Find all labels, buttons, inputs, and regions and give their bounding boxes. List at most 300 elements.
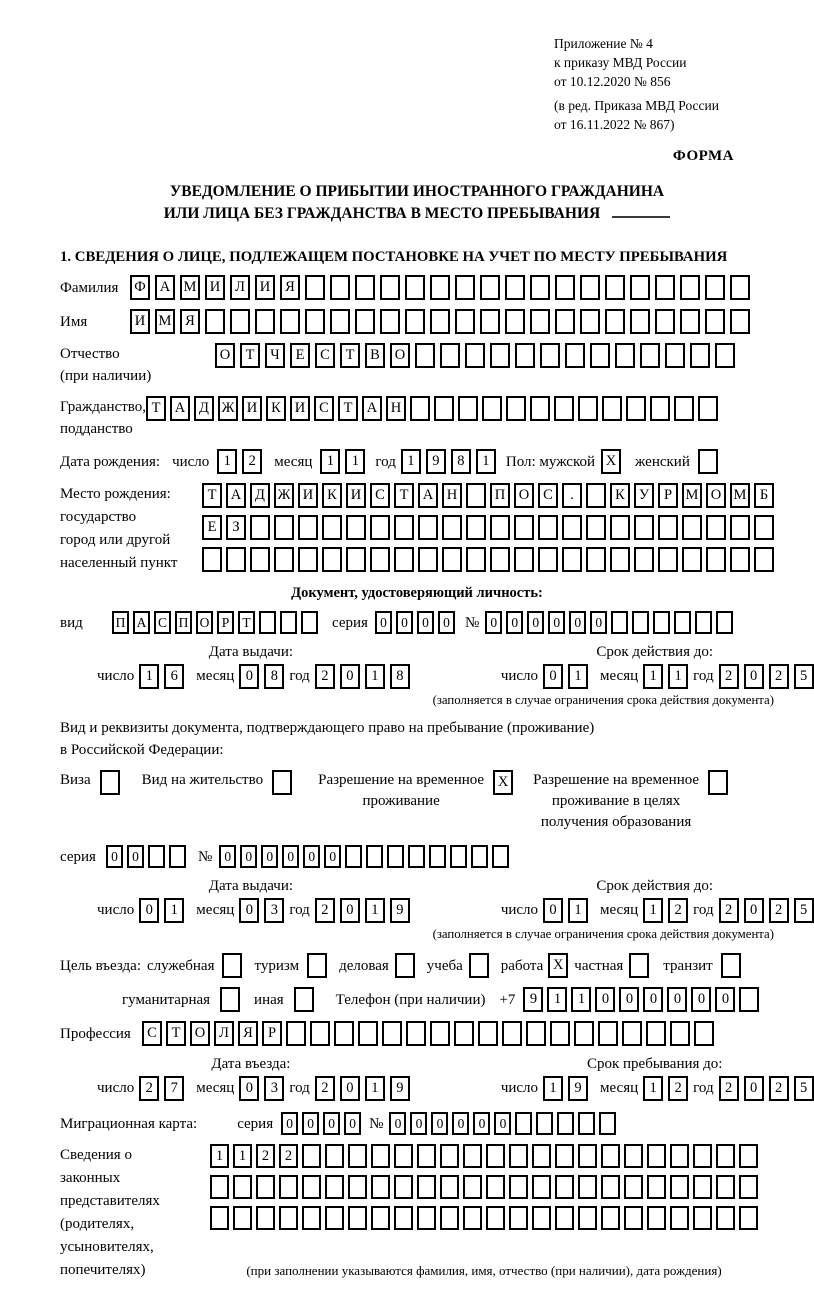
cell[interactable]: 2 xyxy=(139,1076,159,1101)
cell[interactable]: X xyxy=(493,770,513,795)
cell[interactable] xyxy=(670,1206,689,1230)
cell[interactable] xyxy=(302,1144,321,1168)
cell[interactable] xyxy=(210,1206,229,1230)
cell[interactable] xyxy=(690,343,710,368)
cell[interactable] xyxy=(325,1144,344,1168)
cell[interactable]: Р xyxy=(217,611,234,634)
cell[interactable]: 8 xyxy=(264,664,284,689)
cell[interactable] xyxy=(526,1021,546,1046)
cell[interactable] xyxy=(646,1021,666,1046)
cell[interactable]: 2 xyxy=(256,1144,275,1168)
cell[interactable] xyxy=(530,396,550,421)
cell[interactable] xyxy=(301,611,318,634)
cell[interactable]: 0 xyxy=(261,845,278,868)
cell[interactable] xyxy=(417,1206,436,1230)
cell[interactable] xyxy=(665,343,685,368)
cell[interactable] xyxy=(578,1206,597,1230)
cell[interactable] xyxy=(430,275,450,300)
cell[interactable] xyxy=(505,309,525,334)
cell[interactable] xyxy=(348,1144,367,1168)
cell[interactable] xyxy=(387,845,404,868)
cell[interactable] xyxy=(355,275,375,300)
cell[interactable] xyxy=(632,611,649,634)
cell[interactable]: Р xyxy=(658,483,678,508)
cell[interactable] xyxy=(680,309,700,334)
cell[interactable] xyxy=(380,309,400,334)
cell[interactable] xyxy=(602,396,622,421)
cell[interactable] xyxy=(405,275,425,300)
cell[interactable] xyxy=(466,483,486,508)
cell[interactable] xyxy=(739,1144,758,1168)
cell[interactable]: О xyxy=(215,343,235,368)
cell[interactable] xyxy=(670,1144,689,1168)
cell[interactable]: 0 xyxy=(485,611,502,634)
cell[interactable] xyxy=(395,953,415,978)
cell[interactable]: 2 xyxy=(769,1076,789,1101)
cell[interactable] xyxy=(540,343,560,368)
cell[interactable] xyxy=(530,309,550,334)
cell[interactable] xyxy=(279,1206,298,1230)
cell[interactable] xyxy=(708,770,728,795)
cell[interactable] xyxy=(502,1021,522,1046)
cell[interactable]: 0 xyxy=(340,898,360,923)
cell[interactable]: Е xyxy=(290,343,310,368)
cell[interactable] xyxy=(622,1021,642,1046)
cell[interactable] xyxy=(655,309,675,334)
cell[interactable] xyxy=(458,396,478,421)
cell[interactable]: . xyxy=(562,483,582,508)
cell[interactable] xyxy=(455,309,475,334)
cell[interactable] xyxy=(706,515,726,540)
cell[interactable] xyxy=(418,547,438,572)
cell[interactable] xyxy=(259,611,276,634)
cell[interactable]: 1 xyxy=(365,898,385,923)
cell[interactable] xyxy=(394,547,414,572)
cell[interactable]: 0 xyxy=(340,1076,360,1101)
cell[interactable]: Т xyxy=(146,396,166,421)
cell[interactable] xyxy=(721,953,741,978)
cell[interactable] xyxy=(305,309,325,334)
cell[interactable] xyxy=(430,309,450,334)
cell[interactable] xyxy=(601,1144,620,1168)
cell[interactable]: П xyxy=(175,611,192,634)
cell[interactable] xyxy=(310,1021,330,1046)
cell[interactable] xyxy=(506,396,526,421)
cell[interactable]: 1 xyxy=(571,987,591,1012)
cell[interactable]: К xyxy=(266,396,286,421)
cell[interactable]: 0 xyxy=(494,1112,511,1135)
cell[interactable]: 1 xyxy=(139,664,159,689)
cell[interactable]: X xyxy=(601,449,621,474)
cell[interactable]: Т xyxy=(202,483,222,508)
cell[interactable]: 3 xyxy=(264,898,284,923)
cell[interactable]: 0 xyxy=(389,1112,406,1135)
cell[interactable] xyxy=(440,1144,459,1168)
cell[interactable] xyxy=(492,845,509,868)
cell[interactable] xyxy=(514,547,534,572)
cell[interactable] xyxy=(693,1175,712,1199)
cell[interactable] xyxy=(415,343,435,368)
cell[interactable] xyxy=(371,1175,390,1199)
cell[interactable] xyxy=(490,515,510,540)
cell[interactable] xyxy=(406,1021,426,1046)
cell[interactable]: 2 xyxy=(769,898,789,923)
cell[interactable]: 9 xyxy=(523,987,543,1012)
cell[interactable]: 1 xyxy=(401,449,421,474)
cell[interactable] xyxy=(233,1206,252,1230)
cell[interactable] xyxy=(514,515,534,540)
cell[interactable] xyxy=(463,1206,482,1230)
cell[interactable] xyxy=(580,309,600,334)
cell[interactable]: 1 xyxy=(365,1076,385,1101)
cell[interactable] xyxy=(538,515,558,540)
cell[interactable]: И xyxy=(242,396,262,421)
cell[interactable] xyxy=(682,515,702,540)
cell[interactable]: 0 xyxy=(219,845,236,868)
cell[interactable] xyxy=(490,547,510,572)
cell[interactable]: С xyxy=(315,343,335,368)
cell[interactable]: 2 xyxy=(719,898,739,923)
cell[interactable] xyxy=(630,275,650,300)
cell[interactable] xyxy=(322,547,342,572)
cell[interactable] xyxy=(586,547,606,572)
cell[interactable]: С xyxy=(370,483,390,508)
cell[interactable]: З xyxy=(226,515,246,540)
cell[interactable] xyxy=(466,515,486,540)
cell[interactable] xyxy=(394,515,414,540)
cell[interactable] xyxy=(716,1144,735,1168)
cell[interactable]: 0 xyxy=(590,611,607,634)
cell[interactable]: 7 xyxy=(164,1076,184,1101)
cell[interactable] xyxy=(562,515,582,540)
cell[interactable]: 1 xyxy=(543,1076,563,1101)
cell[interactable]: 5 xyxy=(794,898,814,923)
cell[interactable] xyxy=(279,1175,298,1199)
cell[interactable] xyxy=(480,275,500,300)
cell[interactable] xyxy=(658,547,678,572)
cell[interactable]: О xyxy=(196,611,213,634)
cell[interactable]: 0 xyxy=(643,987,663,1012)
cell[interactable]: Ж xyxy=(274,483,294,508)
cell[interactable] xyxy=(574,1021,594,1046)
cell[interactable] xyxy=(706,547,726,572)
cell[interactable] xyxy=(505,275,525,300)
cell[interactable] xyxy=(578,1112,595,1135)
cell[interactable] xyxy=(532,1144,551,1168)
cell[interactable] xyxy=(653,611,670,634)
cell[interactable]: А xyxy=(226,483,246,508)
cell[interactable] xyxy=(307,953,327,978)
cell[interactable]: М xyxy=(682,483,702,508)
cell[interactable] xyxy=(348,1206,367,1230)
cell[interactable]: 0 xyxy=(715,987,735,1012)
cell[interactable]: С xyxy=(314,396,334,421)
cell[interactable] xyxy=(586,515,606,540)
cell[interactable]: Т xyxy=(238,611,255,634)
cell[interactable] xyxy=(220,987,240,1012)
cell[interactable]: П xyxy=(490,483,510,508)
cell[interactable] xyxy=(515,1112,532,1135)
cell[interactable]: 0 xyxy=(431,1112,448,1135)
cell[interactable]: 1 xyxy=(643,1076,663,1101)
cell[interactable] xyxy=(630,309,650,334)
cell[interactable]: О xyxy=(190,1021,210,1046)
cell[interactable] xyxy=(274,515,294,540)
cell[interactable]: 0 xyxy=(282,845,299,868)
cell[interactable] xyxy=(371,1206,390,1230)
cell[interactable]: 0 xyxy=(302,1112,319,1135)
cell[interactable]: 1 xyxy=(643,664,663,689)
cell[interactable] xyxy=(380,275,400,300)
cell[interactable] xyxy=(586,483,606,508)
cell[interactable] xyxy=(580,275,600,300)
cell[interactable] xyxy=(478,1021,498,1046)
cell[interactable] xyxy=(366,845,383,868)
cell[interactable] xyxy=(754,547,774,572)
cell[interactable]: Т xyxy=(394,483,414,508)
cell[interactable] xyxy=(255,309,275,334)
cell[interactable]: 1 xyxy=(643,898,663,923)
cell[interactable]: Т xyxy=(338,396,358,421)
cell[interactable] xyxy=(624,1144,643,1168)
cell[interactable] xyxy=(610,515,630,540)
cell[interactable] xyxy=(325,1175,344,1199)
cell[interactable]: О xyxy=(514,483,534,508)
cell[interactable]: И xyxy=(255,275,275,300)
cell[interactable] xyxy=(454,1021,474,1046)
cell[interactable] xyxy=(405,309,425,334)
cell[interactable] xyxy=(486,1175,505,1199)
cell[interactable]: Ф xyxy=(130,275,150,300)
cell[interactable] xyxy=(370,547,390,572)
cell[interactable]: Д xyxy=(194,396,214,421)
cell[interactable]: 9 xyxy=(390,898,410,923)
cell[interactable] xyxy=(754,515,774,540)
cell[interactable] xyxy=(674,396,694,421)
cell[interactable] xyxy=(450,845,467,868)
cell[interactable] xyxy=(682,547,702,572)
cell[interactable] xyxy=(555,1206,574,1230)
cell[interactable]: С xyxy=(538,483,558,508)
cell[interactable] xyxy=(555,309,575,334)
cell[interactable] xyxy=(394,1144,413,1168)
cell[interactable]: 9 xyxy=(390,1076,410,1101)
cell[interactable]: И xyxy=(298,483,318,508)
cell[interactable]: 2 xyxy=(719,1076,739,1101)
cell[interactable]: 0 xyxy=(139,898,159,923)
cell[interactable] xyxy=(730,515,750,540)
cell[interactable] xyxy=(629,953,649,978)
cell[interactable] xyxy=(430,1021,450,1046)
cell[interactable]: Я xyxy=(238,1021,258,1046)
cell[interactable]: 1 xyxy=(568,664,588,689)
cell[interactable] xyxy=(226,547,246,572)
cell[interactable]: 3 xyxy=(264,1076,284,1101)
cell[interactable] xyxy=(230,309,250,334)
cell[interactable]: И xyxy=(130,309,150,334)
cell[interactable] xyxy=(202,547,222,572)
cell[interactable] xyxy=(655,275,675,300)
cell[interactable]: 0 xyxy=(344,1112,361,1135)
cell[interactable] xyxy=(410,396,430,421)
cell[interactable] xyxy=(615,343,635,368)
cell[interactable] xyxy=(417,1144,436,1168)
cell[interactable] xyxy=(605,309,625,334)
cell[interactable]: 1 xyxy=(547,987,567,1012)
cell[interactable] xyxy=(509,1144,528,1168)
cell[interactable] xyxy=(647,1206,666,1230)
cell[interactable] xyxy=(565,343,585,368)
cell[interactable] xyxy=(509,1206,528,1230)
cell[interactable] xyxy=(429,845,446,868)
cell[interactable] xyxy=(716,1175,735,1199)
cell[interactable]: 1 xyxy=(210,1144,229,1168)
cell[interactable] xyxy=(550,1021,570,1046)
cell[interactable]: В xyxy=(365,343,385,368)
cell[interactable]: И xyxy=(290,396,310,421)
cell[interactable]: 1 xyxy=(217,449,237,474)
cell[interactable] xyxy=(601,1206,620,1230)
cell[interactable]: 2 xyxy=(242,449,262,474)
cell[interactable]: А xyxy=(170,396,190,421)
cell[interactable] xyxy=(715,343,735,368)
cell[interactable] xyxy=(647,1144,666,1168)
cell[interactable]: 0 xyxy=(239,898,259,923)
cell[interactable]: 2 xyxy=(315,1076,335,1101)
cell[interactable] xyxy=(515,343,535,368)
cell[interactable] xyxy=(334,1021,354,1046)
cell[interactable] xyxy=(705,309,725,334)
cell[interactable]: 5 xyxy=(794,664,814,689)
cell[interactable]: 0 xyxy=(744,898,764,923)
cell[interactable]: 0 xyxy=(324,845,341,868)
cell[interactable] xyxy=(345,845,362,868)
cell[interactable] xyxy=(482,396,502,421)
cell[interactable]: К xyxy=(322,483,342,508)
cell[interactable] xyxy=(442,547,462,572)
cell[interactable] xyxy=(465,343,485,368)
cell[interactable]: 2 xyxy=(668,1076,688,1101)
cell[interactable] xyxy=(322,515,342,540)
cell[interactable] xyxy=(250,515,270,540)
cell[interactable]: 8 xyxy=(451,449,471,474)
cell[interactable] xyxy=(730,309,750,334)
cell[interactable]: 8 xyxy=(390,664,410,689)
cell[interactable]: О xyxy=(706,483,726,508)
cell[interactable]: 0 xyxy=(323,1112,340,1135)
cell[interactable] xyxy=(739,1175,758,1199)
cell[interactable] xyxy=(509,1175,528,1199)
cell[interactable] xyxy=(538,547,558,572)
cell[interactable]: У xyxy=(634,483,654,508)
cell[interactable] xyxy=(394,1175,413,1199)
cell[interactable] xyxy=(355,309,375,334)
cell[interactable]: 0 xyxy=(303,845,320,868)
cell[interactable]: 1 xyxy=(476,449,496,474)
cell[interactable] xyxy=(555,1144,574,1168)
cell[interactable] xyxy=(346,515,366,540)
cell[interactable]: 0 xyxy=(543,664,563,689)
cell[interactable] xyxy=(670,1175,689,1199)
cell[interactable]: 0 xyxy=(417,611,434,634)
cell[interactable] xyxy=(716,611,733,634)
cell[interactable] xyxy=(480,309,500,334)
cell[interactable] xyxy=(705,275,725,300)
cell[interactable]: 0 xyxy=(340,664,360,689)
cell[interactable]: Я xyxy=(280,275,300,300)
cell[interactable] xyxy=(408,845,425,868)
cell[interactable]: 1 xyxy=(233,1144,252,1168)
cell[interactable]: 0 xyxy=(744,1076,764,1101)
cell[interactable] xyxy=(210,1175,229,1199)
cell[interactable] xyxy=(294,987,314,1012)
cell[interactable]: 0 xyxy=(239,1076,259,1101)
cell[interactable]: 2 xyxy=(769,664,789,689)
cell[interactable] xyxy=(469,953,489,978)
cell[interactable] xyxy=(578,1175,597,1199)
cell[interactable]: 9 xyxy=(568,1076,588,1101)
cell[interactable] xyxy=(286,1021,306,1046)
cell[interactable]: 0 xyxy=(569,611,586,634)
cell[interactable]: 0 xyxy=(410,1112,427,1135)
cell[interactable]: 2 xyxy=(719,664,739,689)
cell[interactable] xyxy=(205,309,225,334)
cell[interactable] xyxy=(466,547,486,572)
cell[interactable] xyxy=(634,547,654,572)
cell[interactable] xyxy=(302,1175,321,1199)
cell[interactable]: 0 xyxy=(375,611,392,634)
cell[interactable] xyxy=(371,1144,390,1168)
cell[interactable] xyxy=(624,1175,643,1199)
cell[interactable] xyxy=(624,1206,643,1230)
cell[interactable] xyxy=(554,396,574,421)
cell[interactable]: И xyxy=(346,483,366,508)
cell[interactable] xyxy=(346,547,366,572)
cell[interactable] xyxy=(463,1144,482,1168)
cell[interactable] xyxy=(640,343,660,368)
cell[interactable]: Я xyxy=(180,309,200,334)
cell[interactable] xyxy=(382,1021,402,1046)
cell[interactable] xyxy=(578,396,598,421)
cell[interactable] xyxy=(486,1144,505,1168)
cell[interactable] xyxy=(601,1175,620,1199)
cell[interactable] xyxy=(532,1206,551,1230)
cell[interactable] xyxy=(647,1175,666,1199)
cell[interactable]: 0 xyxy=(619,987,639,1012)
cell[interactable] xyxy=(169,845,186,868)
cell[interactable] xyxy=(730,275,750,300)
cell[interactable] xyxy=(455,275,475,300)
cell[interactable]: 0 xyxy=(506,611,523,634)
cell[interactable]: 0 xyxy=(127,845,144,868)
cell[interactable]: Д xyxy=(250,483,270,508)
cell[interactable] xyxy=(698,396,718,421)
cell[interactable] xyxy=(148,845,165,868)
cell[interactable]: 1 xyxy=(320,449,340,474)
cell[interactable] xyxy=(695,611,712,634)
cell[interactable] xyxy=(730,547,750,572)
cell[interactable] xyxy=(694,1021,714,1046)
cell[interactable] xyxy=(693,1144,712,1168)
cell[interactable]: Н xyxy=(442,483,462,508)
cell[interactable] xyxy=(536,1112,553,1135)
cell[interactable]: 0 xyxy=(744,664,764,689)
cell[interactable] xyxy=(739,1206,758,1230)
cell[interactable]: Ч xyxy=(265,343,285,368)
cell[interactable] xyxy=(680,275,700,300)
cell[interactable] xyxy=(658,515,678,540)
cell[interactable]: 0 xyxy=(239,664,259,689)
